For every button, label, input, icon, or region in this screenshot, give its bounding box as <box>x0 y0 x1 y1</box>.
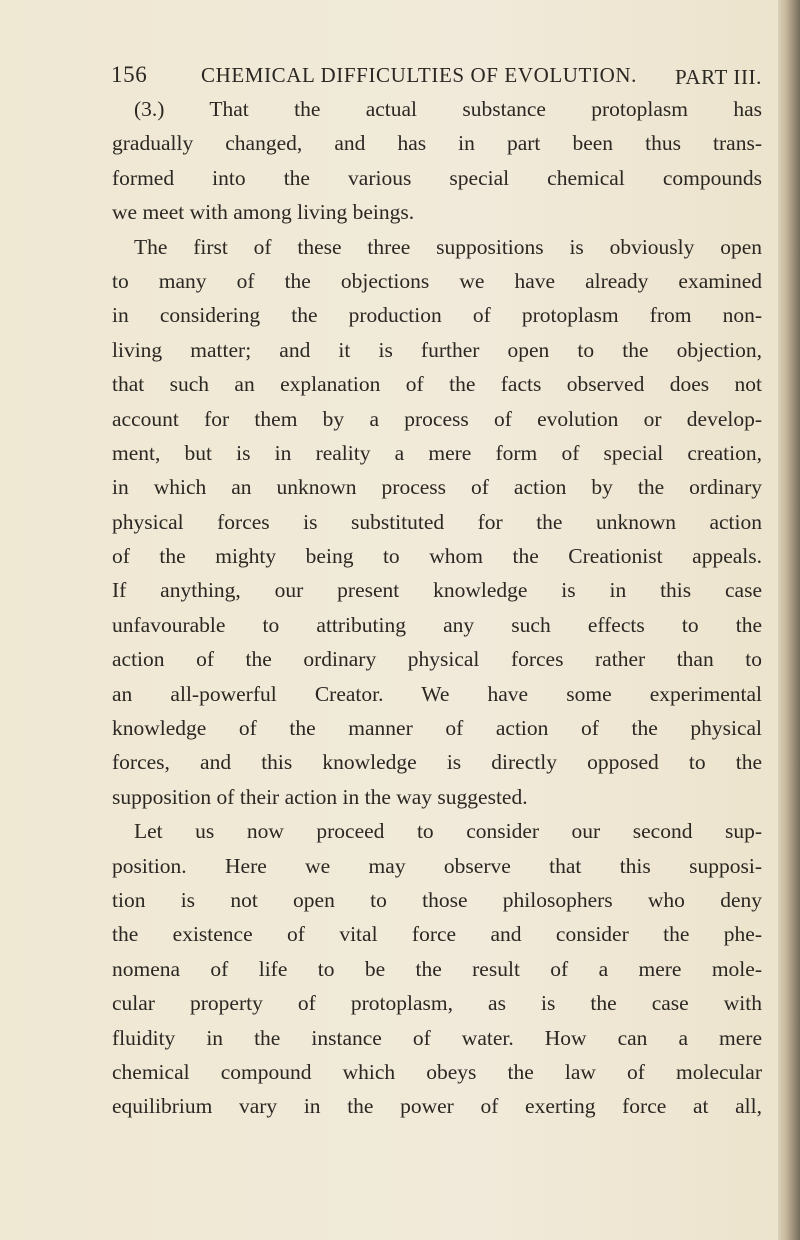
text-line: supposition of their action in the way suggested. <box>112 784 528 809</box>
text-line: we meet with among living beings. <box>112 200 415 225</box>
text-line: nomena of life to be the result of a mere mole- <box>112 956 762 981</box>
text-line: in which an unknown process of action by the ordinary <box>112 475 762 500</box>
text-line: gradually changed, and has in part been thus trans- <box>112 131 762 156</box>
paragraph-second-supposition <box>112 814 762 1124</box>
text-line: to many of the objections we have already examined <box>112 268 762 293</box>
text-line: in considering the production of protoplasm from non- <box>112 303 762 328</box>
text-line: cular property of protoplasm, as is the case with <box>112 991 762 1016</box>
text-line: an all-powerful Creator. We have some experimental <box>112 681 762 706</box>
text-line: account for them by a process of evolution or develop- <box>112 406 762 431</box>
text-line: action of the ordinary physical forces rather than to <box>112 647 762 672</box>
text-line: that such an explanation of the facts observed does not <box>112 372 762 397</box>
running-title: CHEMICAL DIFFICULTIES OF EVOLUTION. <box>201 63 637 87</box>
text-line: physical forces is substituted for the unknown action <box>112 509 762 534</box>
text-line: (3.) That the actual substance protoplasm has <box>134 97 762 121</box>
text-line: chemical compound which obeys the law of molecular <box>112 1059 762 1084</box>
text-line: the existence of vital force and consider the phe- <box>112 922 762 947</box>
paragraph-first-supposition <box>112 230 762 815</box>
text-line: knowledge of the manner of action of the physical <box>112 716 762 741</box>
text-line: tion is not open to those philosophers who deny <box>112 887 762 912</box>
paragraph-supposition-3 <box>112 92 762 230</box>
page-edge-shadow <box>778 0 800 1240</box>
text-line: equilibrium vary in the power of exerting force at all, <box>112 1094 762 1119</box>
part-label: PART III. <box>675 65 762 89</box>
text-line: ment, but is in reality a mere form of special creation, <box>112 440 762 465</box>
body-text <box>112 92 762 1124</box>
text-line: The first of these three suppositions is obviously open <box>134 234 762 259</box>
text-line: formed into the various special chemical compounds <box>112 165 762 190</box>
text-line: fluidity in the instance of water. How can a mere <box>112 1025 762 1050</box>
text-line: forces, and this knowledge is directly opposed to the <box>112 750 762 775</box>
text-line: of the mighty being to whom the Creationist appeals. <box>112 544 762 569</box>
text-line: Let us now proceed to consider our second sup- <box>134 819 762 844</box>
page-number: 156 <box>111 62 148 87</box>
text-line: If anything, our present knowledge is in this case <box>112 578 762 603</box>
text-line: unfavourable to attributing any such effects to the <box>112 612 762 637</box>
text-line: position. Here we may observe that this supposi- <box>112 853 762 878</box>
running-header <box>111 62 771 96</box>
text-line: living matter; and it is further open to the objection, <box>112 337 762 362</box>
